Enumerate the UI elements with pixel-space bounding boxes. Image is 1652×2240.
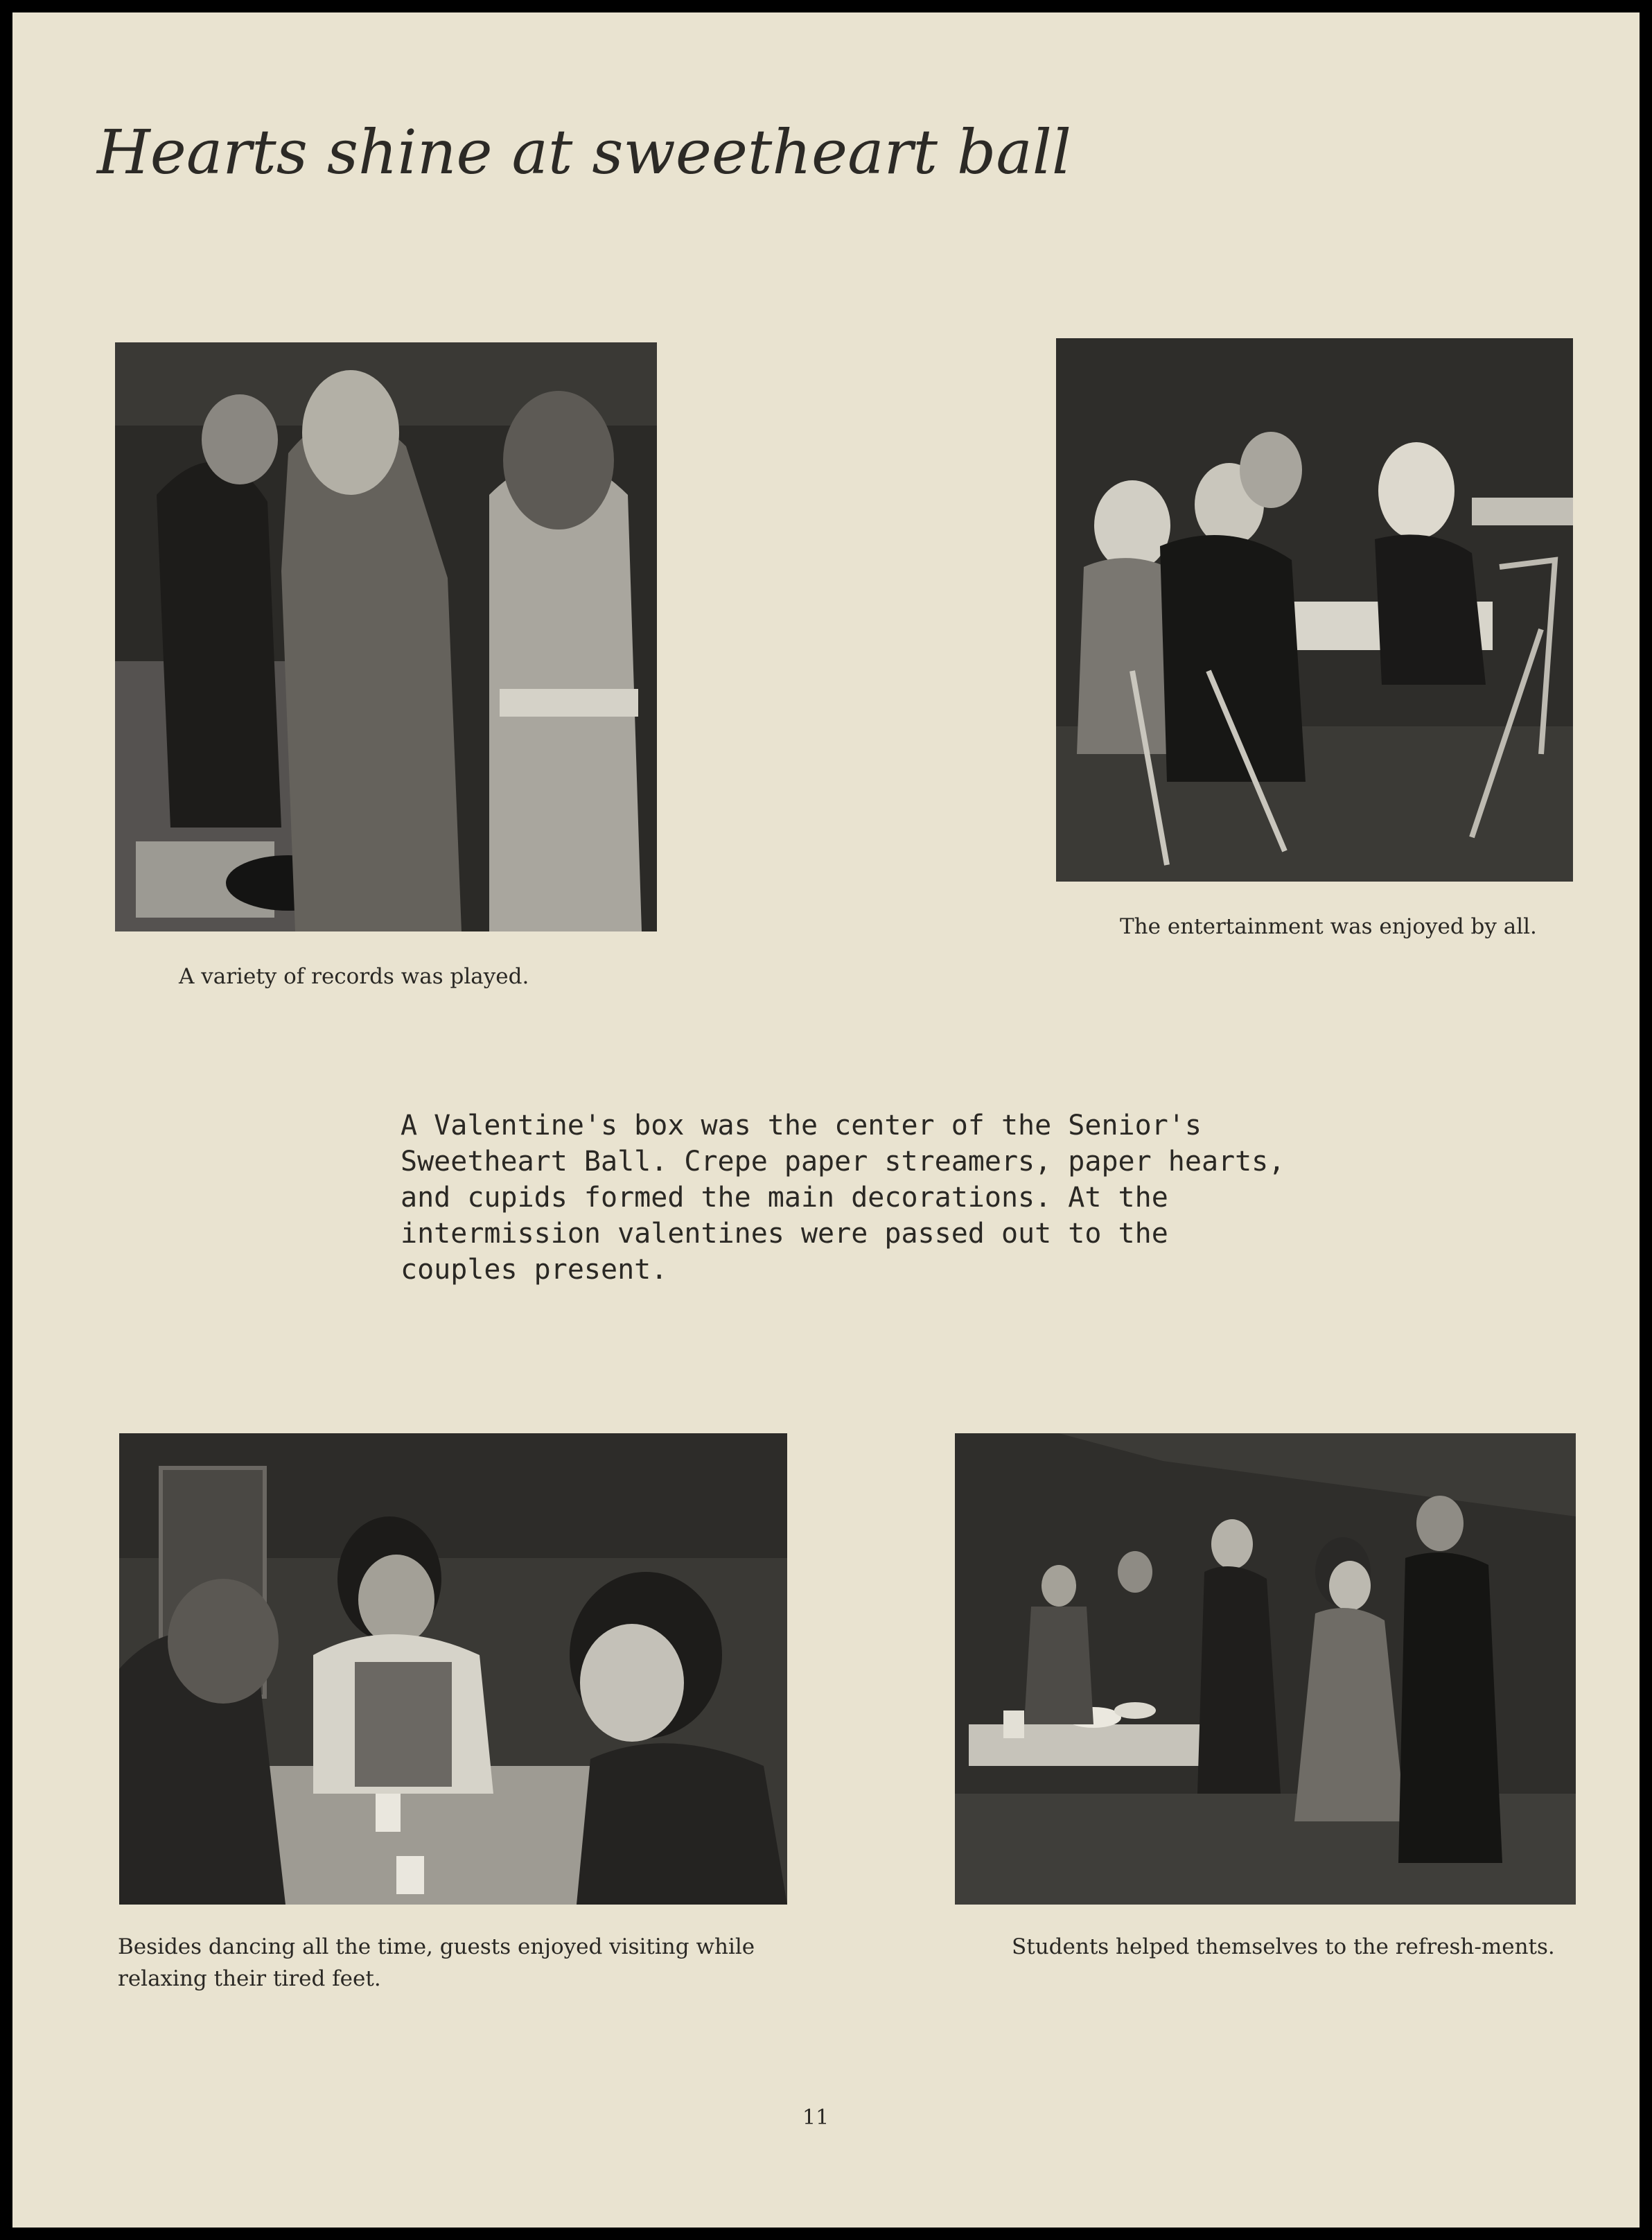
- photo-entertainment-image: [1056, 338, 1573, 882]
- page-title: Hearts shine at sweetheart ball: [97, 116, 1072, 188]
- page-number: 11: [802, 2106, 829, 2130]
- photo-records-image: [115, 342, 657, 931]
- article-body: A Valentine's box was the center of the Senior's Sweetheart Ball. Crepe paper streamers, paper hearts, and cupids formed the main decorations. At the intermission valentines were passed out to the couples present.: [401, 1110, 1285, 1286]
- caption-visiting: Besides dancing all the time, guests enjoyed visiting while relaxing their tired feet.: [118, 1934, 755, 1991]
- yearbook-page: [12, 12, 1640, 2228]
- caption-refreshments: Students helped themselves to the refresh-ments.: [1012, 1934, 1555, 1959]
- photo-refreshments-image: [955, 1433, 1576, 1905]
- photo-refreshments: [955, 1433, 1576, 1905]
- caption-records: A variety of records was played.: [179, 964, 529, 989]
- photo-visiting-image: [119, 1433, 787, 1905]
- photo-entertainment: [1056, 338, 1573, 882]
- caption-entertainment: The entertainment was enjoyed by all.: [1120, 914, 1537, 939]
- photo-records: [115, 342, 657, 931]
- photo-visiting: [119, 1433, 787, 1905]
